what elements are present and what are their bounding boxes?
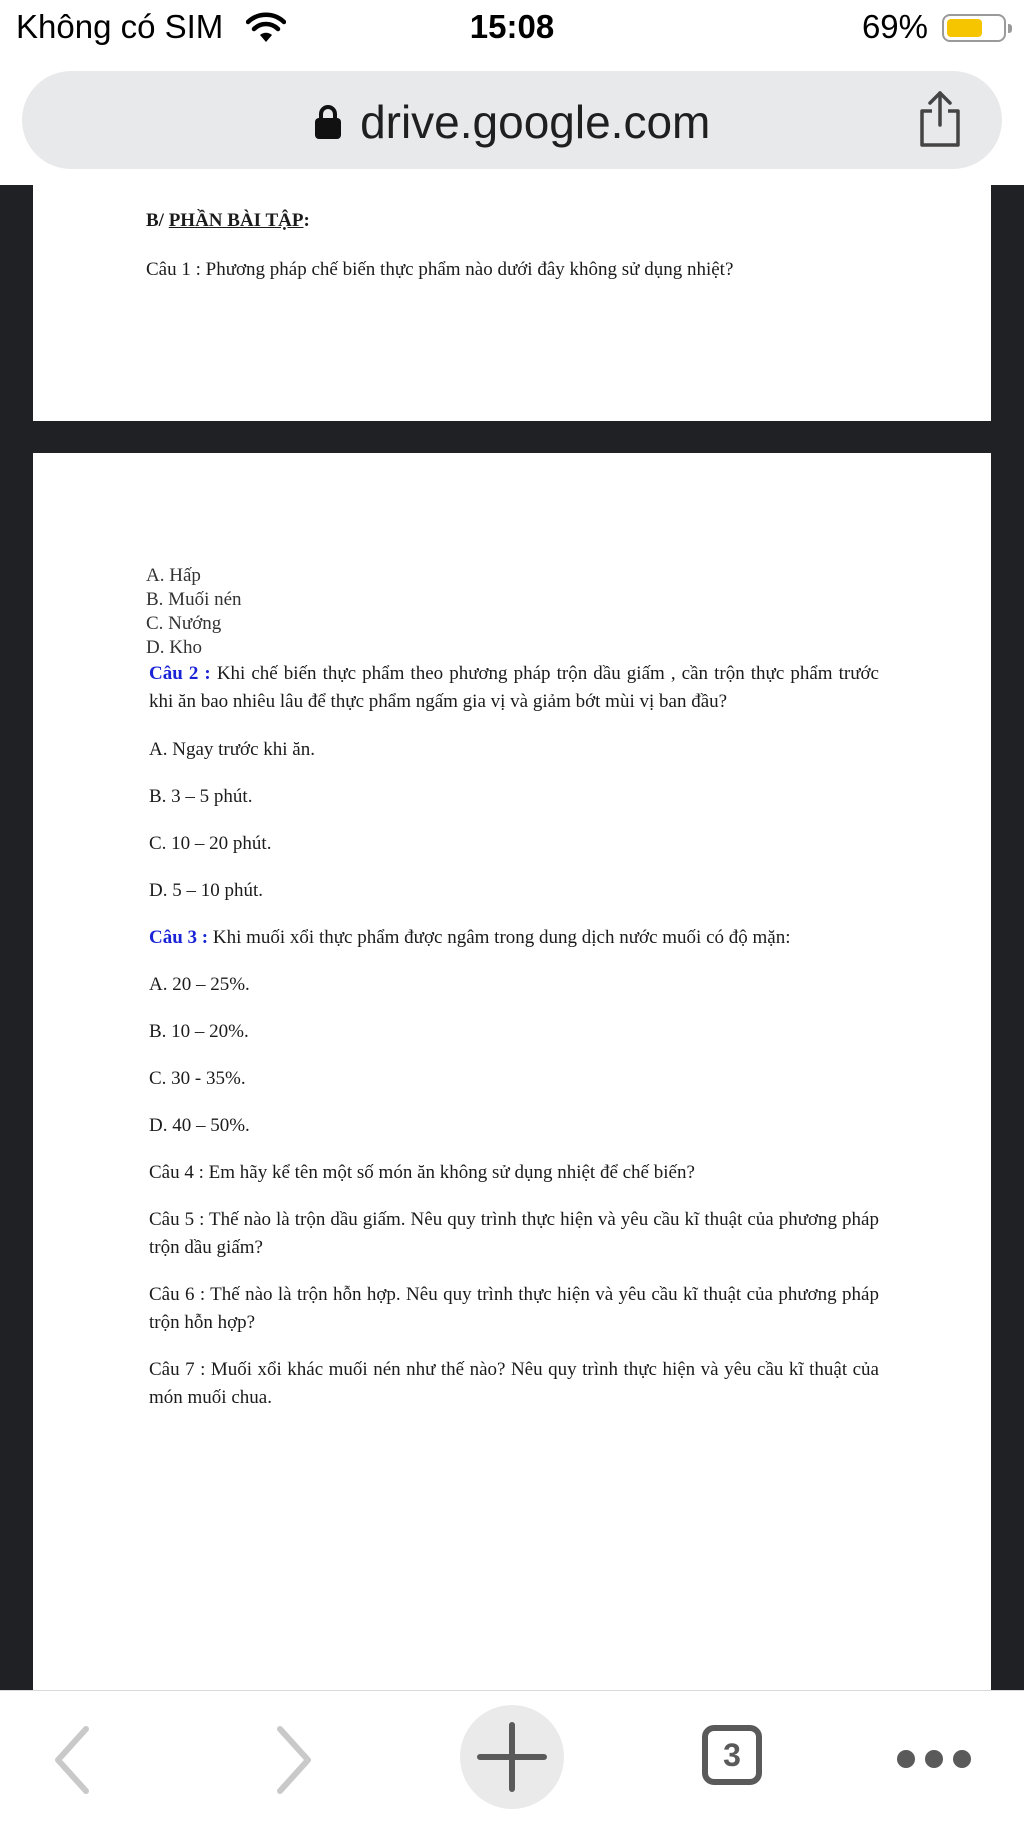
clock: 15:08: [469, 8, 555, 45]
q2-option-c: C. 10 – 20 phút.: [149, 833, 272, 854]
carrier-label: Không có SIM: [16, 8, 224, 45]
battery-level: [947, 19, 982, 37]
q3-option-d: D. 40 – 50%.: [149, 1115, 250, 1136]
battery-percent: 69%: [861, 8, 928, 45]
lock-icon: [314, 104, 342, 140]
question-3-label: Câu 3 :: [149, 927, 209, 948]
forward-icon[interactable]: [272, 1725, 316, 1795]
section-title: B/ PHẦN BÀI TẬP:: [146, 210, 310, 231]
question-2-label: Câu 2 :: [149, 663, 211, 684]
question-1: Câu 1 : Phương pháp chế biến thực phẩm nào dưới đây không sử dụng nhiệt?: [146, 259, 734, 280]
question-3: Câu 3 : Khi muối xổi thực phẩm được ngâm trong dung dịch nước muối có độ mặn:: [149, 927, 791, 948]
more-icon[interactable]: [896, 1749, 972, 1769]
question-6: Câu 6 : Thế nào là trộn hỗn hợp. Nêu quy trình thực hiện và yêu cầu kĩ thuật của phương pháp trộn hỗn hợp?: [149, 1284, 879, 1333]
q1-option-b: B. Muối nén: [146, 589, 242, 610]
q2-option-b: B. 3 – 5 phút.: [149, 786, 253, 807]
q3-option-c: C. 30 - 35%.: [149, 1068, 246, 1089]
back-icon[interactable]: [50, 1725, 94, 1795]
q2-option-d: D. 5 – 10 phút.: [149, 880, 263, 901]
tab-count: 3: [723, 1737, 741, 1773]
q1-option-a: A. Hấp: [146, 565, 201, 586]
document-viewer[interactable]: [0, 185, 1024, 1690]
q1-option-d: D. Kho: [146, 637, 202, 658]
question-7: Câu 7 : Muối xổi khác muối nén như thế nào? Nêu quy trình thực hiện và yêu cầu kĩ thuật của món muối chua.: [149, 1359, 879, 1408]
q2-option-a: A. Ngay trước khi ăn.: [149, 739, 315, 760]
document-page-1: [33, 185, 991, 421]
question-4: Câu 4 : Em hãy kể tên một số món ăn không sử dụng nhiệt để chế biến?: [149, 1162, 695, 1183]
status-bar: [0, 0, 1024, 58]
new-tab-icon: [460, 1705, 564, 1809]
url-domain[interactable]: drive.google.com: [360, 96, 711, 148]
battery-icon: [942, 14, 1006, 42]
question-5: Câu 5 : Thế nào là trộn dầu giấm. Nêu quy trình thực hiện và yêu cầu kĩ thuật của phương pháp trộn dầu giấm?: [149, 1209, 879, 1258]
question-2: Câu 2 : Khi chế biến thực phẩm theo phương pháp trộn dầu giấm , cần trộn thực phẩm trước khi ăn bao nhiêu lâu để thực phẩm ngấm gia vị và giảm bớt mùi vị ban đầu?: [149, 663, 879, 712]
share-icon[interactable]: [916, 89, 964, 149]
q3-option-b: B. 10 – 20%.: [149, 1021, 249, 1042]
browser-toolbar: [0, 1690, 1024, 1821]
new-tab-button[interactable]: [460, 1705, 564, 1809]
q1-option-c: C. Nướng: [146, 613, 222, 634]
document-page-2: [33, 453, 991, 1690]
address-bar[interactable]: [22, 71, 1002, 169]
q3-option-a: A. 20 – 25%.: [149, 974, 250, 995]
tabs-icon[interactable]: [702, 1725, 762, 1785]
